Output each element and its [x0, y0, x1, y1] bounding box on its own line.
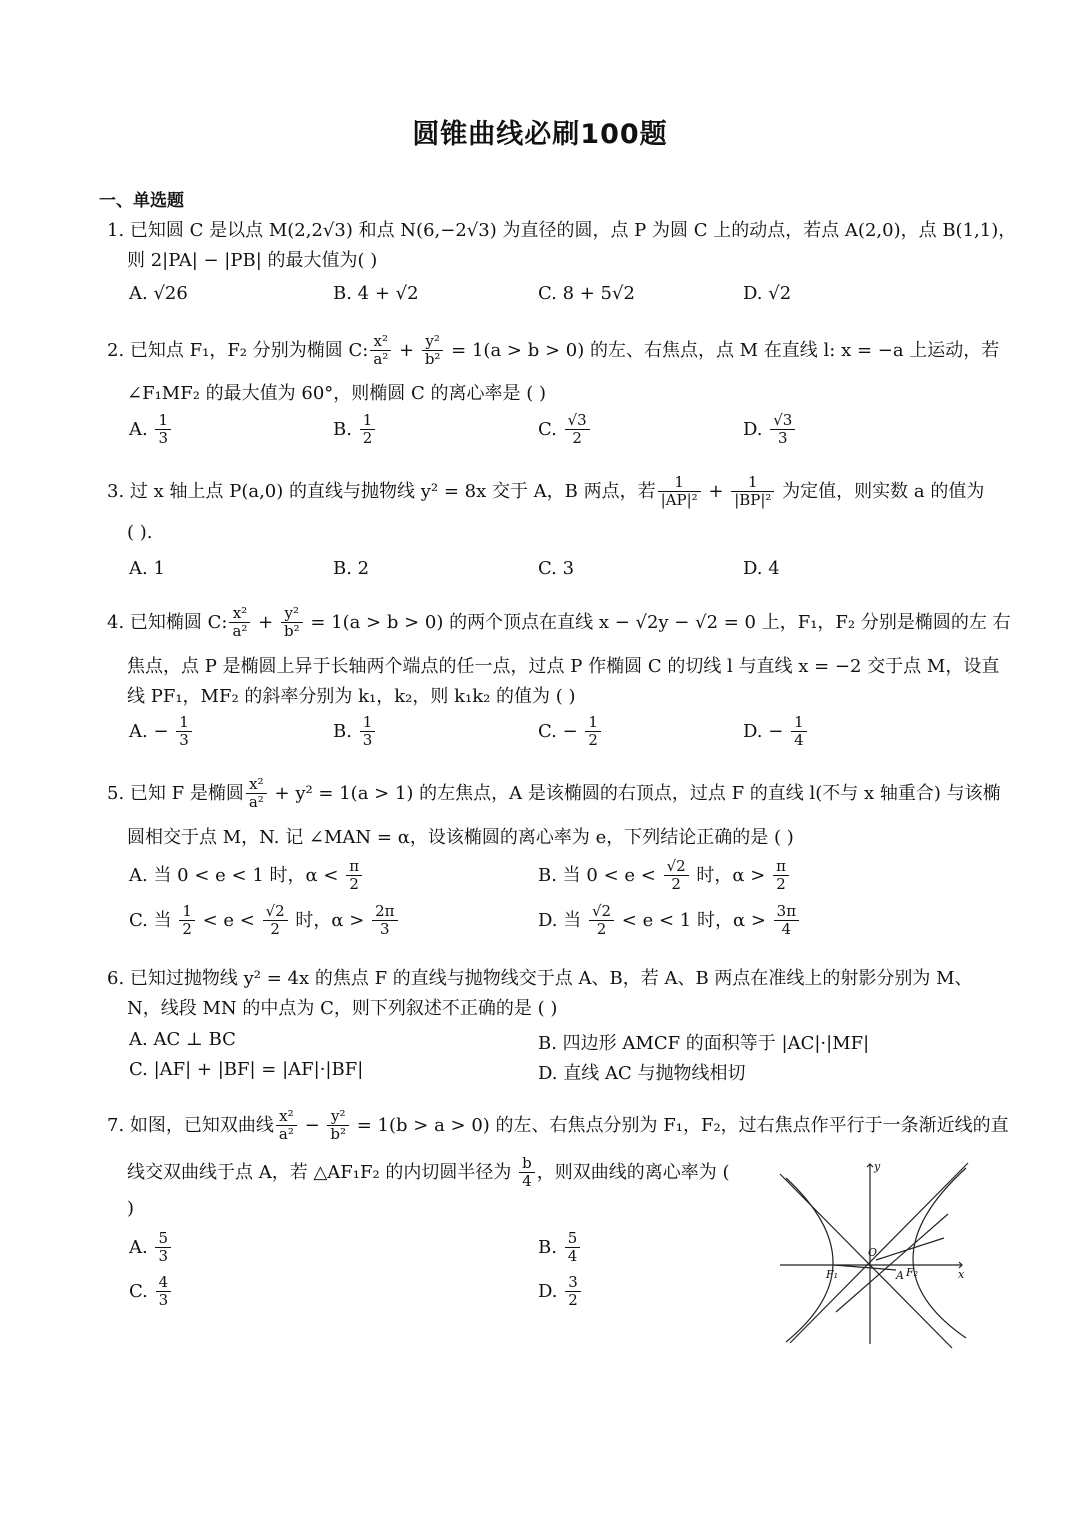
- q2-fraction-x: [370, 333, 391, 369]
- q4-option-d-fraction: [791, 714, 807, 750]
- q5-option-b-den1: 2: [671, 875, 681, 894]
- q4-option-c-label: C. −: [538, 720, 578, 742]
- q7-frac-x-num: x²: [276, 1108, 297, 1126]
- q4-fraction-y: [281, 605, 303, 641]
- q7-fraction-x: [276, 1108, 297, 1144]
- q7-frac-y-num: y²: [327, 1108, 349, 1126]
- q7-option-a-fraction: [155, 1230, 171, 1266]
- q2-option-c-num: √3: [565, 412, 590, 430]
- q4-option-b-fraction: [360, 714, 376, 750]
- q5-option-c-num2: √2: [263, 903, 288, 921]
- q2-option-c-label: C.: [538, 418, 557, 440]
- q5-option-c-frac2: [263, 903, 288, 939]
- q2-option-d-fraction: [770, 412, 795, 448]
- q5-option-d-text: D. 当: [538, 909, 582, 931]
- q3-plus: +: [702, 480, 730, 502]
- q6-line1: 6. 已知过抛物线 y² = 4x 的焦点 F 的直线与抛物线交于点 A、B，若 A、B 两点在准线上的射影分别为 M、: [107, 968, 973, 989]
- q5-option-b-frac1: [664, 858, 689, 894]
- q2-frac-x-num: x²: [370, 333, 391, 351]
- q5-option-b-num2: π: [773, 858, 789, 876]
- q7-text-pre: 7. 如图，已知双曲线: [107, 1114, 274, 1136]
- q7-fraction-y: [327, 1108, 349, 1144]
- hyperbola-figure: [776, 1158, 976, 1350]
- q2-option-a-num: 1: [155, 412, 171, 430]
- asymptote-falling: [780, 1174, 952, 1348]
- q4-frac-x-num: x²: [229, 605, 250, 623]
- section-heading: 一、单选题: [99, 191, 184, 211]
- line-through-f2: [836, 1214, 948, 1312]
- q4-option-a-label: A. −: [129, 720, 169, 742]
- q4-option-a: [129, 714, 194, 750]
- q7-line2-pre: 线交双曲线于点 A，若 △AF₁F₂ 的内切圆半径为: [127, 1161, 512, 1183]
- q2-line1: [107, 333, 999, 369]
- q4-option-b: [333, 714, 377, 750]
- q5-option-b-mid: 时，α >: [690, 864, 766, 886]
- q5-option-b-frac2: [773, 858, 789, 894]
- q5-option-d-mid: < e < 1 时，α >: [616, 909, 766, 931]
- q7-line3: ): [127, 1198, 135, 1219]
- q5-option-b: [538, 858, 791, 894]
- q2-option-c-fraction: [565, 412, 590, 448]
- q7-option-c: [129, 1274, 173, 1310]
- q1-line2: 则 2|PA| − |PB| 的最大值为( ): [127, 250, 378, 271]
- q5-option-a: [129, 858, 364, 894]
- q2-option-c: [538, 412, 592, 448]
- q7-option-a-label: A.: [129, 1236, 148, 1258]
- q4-line1: [107, 605, 1011, 641]
- q5-option-b-text: B. 当 0 < e <: [538, 864, 656, 886]
- label-f1: F₁: [826, 1268, 839, 1281]
- q2-option-d-label: D.: [743, 418, 763, 440]
- label-f2: F₂: [906, 1266, 919, 1279]
- q1-option-d: D. √2: [743, 283, 792, 304]
- label-x: x: [958, 1268, 965, 1281]
- q7-minus: −: [298, 1114, 326, 1136]
- q4-plus: +: [252, 611, 279, 633]
- q3-option-d: D. 4: [743, 558, 780, 579]
- q2-option-b-den: 2: [362, 429, 373, 448]
- q2-option-b-fraction: [360, 412, 376, 448]
- q2-option-d-num: √3: [770, 412, 795, 430]
- q2-option-a: [129, 412, 173, 448]
- q4-option-c: [538, 714, 603, 750]
- q3-fraction-bp: [731, 474, 774, 510]
- q2-plus: +: [393, 339, 420, 361]
- q1-option-c: C. 8 + 5√2: [538, 283, 635, 304]
- q2-text-post: = 1(a > b > 0) 的左、右焦点，点 M 在直线 l: x = −a 上运动，若: [445, 339, 1000, 361]
- q5-text-pre: 5. 已知 F 是椭圆: [107, 782, 244, 804]
- q6-option-a: A. AC ⊥ BC: [129, 1029, 236, 1050]
- q6-option-b: B. 四边形 AMCF 的面积等于 |AC|·|MF|: [538, 1033, 870, 1054]
- q7-radius-fraction: [519, 1155, 535, 1191]
- q4-text-post: = 1(a > b > 0) 的两个顶点在直线 x − √2y − √2 = 0 上，F₁，F₂ 分别是椭圆的左 右: [304, 611, 1011, 633]
- q2-frac-y-den: b²: [424, 350, 441, 369]
- q7-radius-den: 4: [522, 1172, 532, 1191]
- q5-option-c-den1: 2: [182, 920, 192, 939]
- q7-option-b-num: 5: [565, 1230, 581, 1248]
- q4-text-pre: 4. 已知椭圆 C:: [107, 611, 228, 633]
- q7-option-b: [538, 1230, 582, 1266]
- hyperbola-right-branch: [913, 1168, 966, 1338]
- q3-text-pre: 3. 过 x 轴上点 P(a,0) 的直线与抛物线 y² = 8x 交于 A，B 两点，若: [107, 480, 656, 502]
- q3-line2: ( ).: [127, 522, 153, 543]
- q7-option-b-fraction: [565, 1230, 581, 1266]
- q7-option-d-den: 2: [568, 1291, 578, 1310]
- q7-option-d-label: D.: [538, 1280, 558, 1302]
- q3-option-a: A. 1: [129, 558, 165, 579]
- q5-option-c-frac1: [179, 903, 195, 939]
- q2-option-b: [333, 412, 377, 448]
- q6-option-d: D. 直线 AC 与抛物线相切: [538, 1063, 746, 1084]
- q4-option-d-den: 4: [794, 731, 804, 750]
- q5-option-d-den1: 2: [596, 920, 607, 939]
- q5-option-d: [538, 903, 801, 939]
- q2-option-a-label: A.: [129, 418, 148, 440]
- q5-option-d-frac2: [774, 903, 799, 939]
- q7-option-a: [129, 1230, 173, 1266]
- q5-option-d-frac1: [589, 903, 614, 939]
- q5-frac-x-den: a²: [248, 793, 264, 812]
- q7-option-a-den: 3: [158, 1247, 169, 1266]
- q2-option-b-num: 1: [360, 412, 376, 430]
- q7-line2-post: ，则双曲线的离心率为 (: [536, 1161, 730, 1183]
- q2-frac-x-den: a²: [373, 350, 389, 369]
- q2-frac-y-num: y²: [422, 333, 444, 351]
- q2-text-pre: 2. 已知点 F₁，F₂ 分别为椭圆 C:: [107, 339, 369, 361]
- q4-option-b-num: 1: [360, 714, 376, 732]
- label-y: y: [874, 1160, 881, 1173]
- q4-option-c-num: 1: [585, 714, 601, 732]
- q4-option-c-den: 2: [588, 731, 598, 750]
- q4-frac-x-den: a²: [232, 622, 248, 641]
- q5-option-a-fraction: [346, 858, 362, 894]
- q7-frac-y-den: b²: [330, 1125, 347, 1144]
- q7-option-d-fraction: [565, 1274, 581, 1310]
- q7-option-b-den: 4: [567, 1247, 578, 1266]
- q7-option-c-fraction: [156, 1274, 172, 1310]
- q2-option-d-den: 3: [778, 429, 788, 448]
- q5-option-d-den2: 4: [781, 920, 792, 939]
- q4-line3: 线 PF₁，MF₂ 的斜率分别为 k₁，k₂，则 k₁k₂ 的值为 ( ): [127, 686, 576, 707]
- q7-frac-x-den: a²: [278, 1125, 294, 1144]
- hyperbola-left-branch: [786, 1178, 833, 1342]
- q5-option-a-text: A. 当 0 < e < 1 时，α <: [129, 864, 339, 886]
- q5-option-c-num1: 1: [179, 903, 195, 921]
- q5-option-c-mid: < e <: [196, 909, 255, 931]
- label-a: A: [896, 1269, 904, 1282]
- q5-option-c-text: C. 当: [129, 909, 172, 931]
- q5-option-d-num1: √2: [589, 903, 614, 921]
- q5-line1: [107, 776, 1001, 812]
- q3-frac-ap-num: 1: [658, 474, 701, 492]
- q4-fraction-x: [229, 605, 250, 641]
- q3-frac-ap-den: |AP|²: [660, 491, 698, 510]
- q4-line2: 焦点，点 P 是椭圆上异于长轴两个端点的任一点，过点 P 作椭圆 C 的切线 l 与直线 x = −2 交于点 M，设直: [127, 656, 1000, 677]
- q5-frac-x-num: x²: [246, 776, 267, 794]
- line-f1-a: [876, 1238, 944, 1260]
- q1-line1: 1. 已知圆 C 是以点 M(2,2√3) 和点 N(6,−2√3) 为直径的圆，点 P 为圆 C 上的动点，若点 A(2,0)，点 B(1,1)，: [107, 220, 1017, 241]
- q4-option-b-den: 3: [362, 731, 373, 750]
- q5-option-c-mid2: 时，α >: [289, 909, 365, 931]
- q5-option-a-num: π: [346, 858, 362, 876]
- page-title: 圆锥曲线必刷100题: [412, 119, 668, 150]
- q6-option-c: C. |AF| + |BF| = |AF|·|BF|: [129, 1059, 364, 1080]
- asymptote-rising: [790, 1163, 968, 1343]
- q7-line2: [127, 1155, 730, 1191]
- q7-line1: [107, 1108, 1009, 1144]
- q3-text-post: 为定值，则实数 a 的值为: [776, 480, 985, 502]
- q7-option-c-num: 4: [156, 1274, 172, 1292]
- q2-option-d: [743, 412, 797, 448]
- q6-line2: N，线段 MN 的中点为 C，则下列叙述不正确的是 ( ): [127, 998, 558, 1019]
- q5-option-b-num1: √2: [664, 858, 689, 876]
- q3-line1: [107, 474, 984, 510]
- q5-option-b-den2: 2: [776, 875, 786, 894]
- q5-line2: 圆相交于点 M，N. 记 ∠MAN = α，设该椭圆的离心率为 e，下列结论正确的是 ( ): [127, 827, 794, 848]
- q3-fraction-ap: [658, 474, 701, 510]
- q4-option-d-label: D. −: [743, 720, 784, 742]
- q1-option-a: A. √26: [129, 283, 188, 304]
- q5-option-c-frac3: [372, 903, 397, 939]
- q2-fraction-y: [422, 333, 444, 369]
- q5-option-d-num2: 3π: [774, 903, 799, 921]
- q7-option-a-num: 5: [155, 1230, 171, 1248]
- q4-option-a-num: 1: [176, 714, 192, 732]
- q5-fraction-x: [246, 776, 267, 812]
- q7-option-c-den: 3: [158, 1291, 169, 1310]
- q7-option-d: [538, 1274, 583, 1310]
- q3-option-b: B. 2: [333, 558, 370, 579]
- q2-option-a-den: 3: [158, 429, 169, 448]
- q4-frac-y-num: y²: [281, 605, 303, 623]
- q2-option-a-fraction: [155, 412, 171, 448]
- label-o: O: [868, 1246, 878, 1259]
- q5-option-c-num3: 2π: [372, 903, 397, 921]
- q2-option-b-label: B.: [333, 418, 352, 440]
- q7-radius-num: b: [519, 1155, 535, 1173]
- q1-option-b: B. 4 + √2: [333, 283, 419, 304]
- q3-option-c: C. 3: [538, 558, 575, 579]
- q3-frac-bp-num: 1: [731, 474, 774, 492]
- q4-option-c-fraction: [585, 714, 601, 750]
- q7-option-c-label: C.: [129, 1280, 148, 1302]
- q5-option-c-den3: 3: [380, 920, 390, 939]
- q2-option-c-den: 2: [572, 429, 582, 448]
- q2-line2: ∠F₁MF₂ 的最大值为 60°，则椭圆 C 的离心率是 ( ): [127, 383, 546, 404]
- q4-option-d: [743, 714, 809, 750]
- q4-option-a-fraction: [176, 714, 192, 750]
- q4-frac-y-den: b²: [283, 622, 300, 641]
- q5-text-post: + y² = 1(a > 1) 的左焦点，A 是该椭圆的右顶点，过点 F 的直线 l(不与 x 轴重合) 与该椭: [268, 782, 1001, 804]
- q5-option-c-den2: 2: [270, 920, 280, 939]
- q4-option-d-num: 1: [791, 714, 807, 732]
- q4-option-b-label: B.: [333, 720, 352, 742]
- q7-option-d-num: 3: [565, 1274, 581, 1292]
- q7-option-b-label: B.: [538, 1236, 557, 1258]
- q5-option-c: [129, 903, 400, 939]
- q3-frac-bp-den: |BP|²: [734, 491, 772, 510]
- q4-option-a-den: 3: [179, 731, 189, 750]
- q7-text-post: = 1(b > a > 0) 的左、右焦点分别为 F₁，F₂，过右焦点作平行于一条渐近线的直: [351, 1114, 1009, 1136]
- q5-option-a-den: 2: [349, 875, 359, 894]
